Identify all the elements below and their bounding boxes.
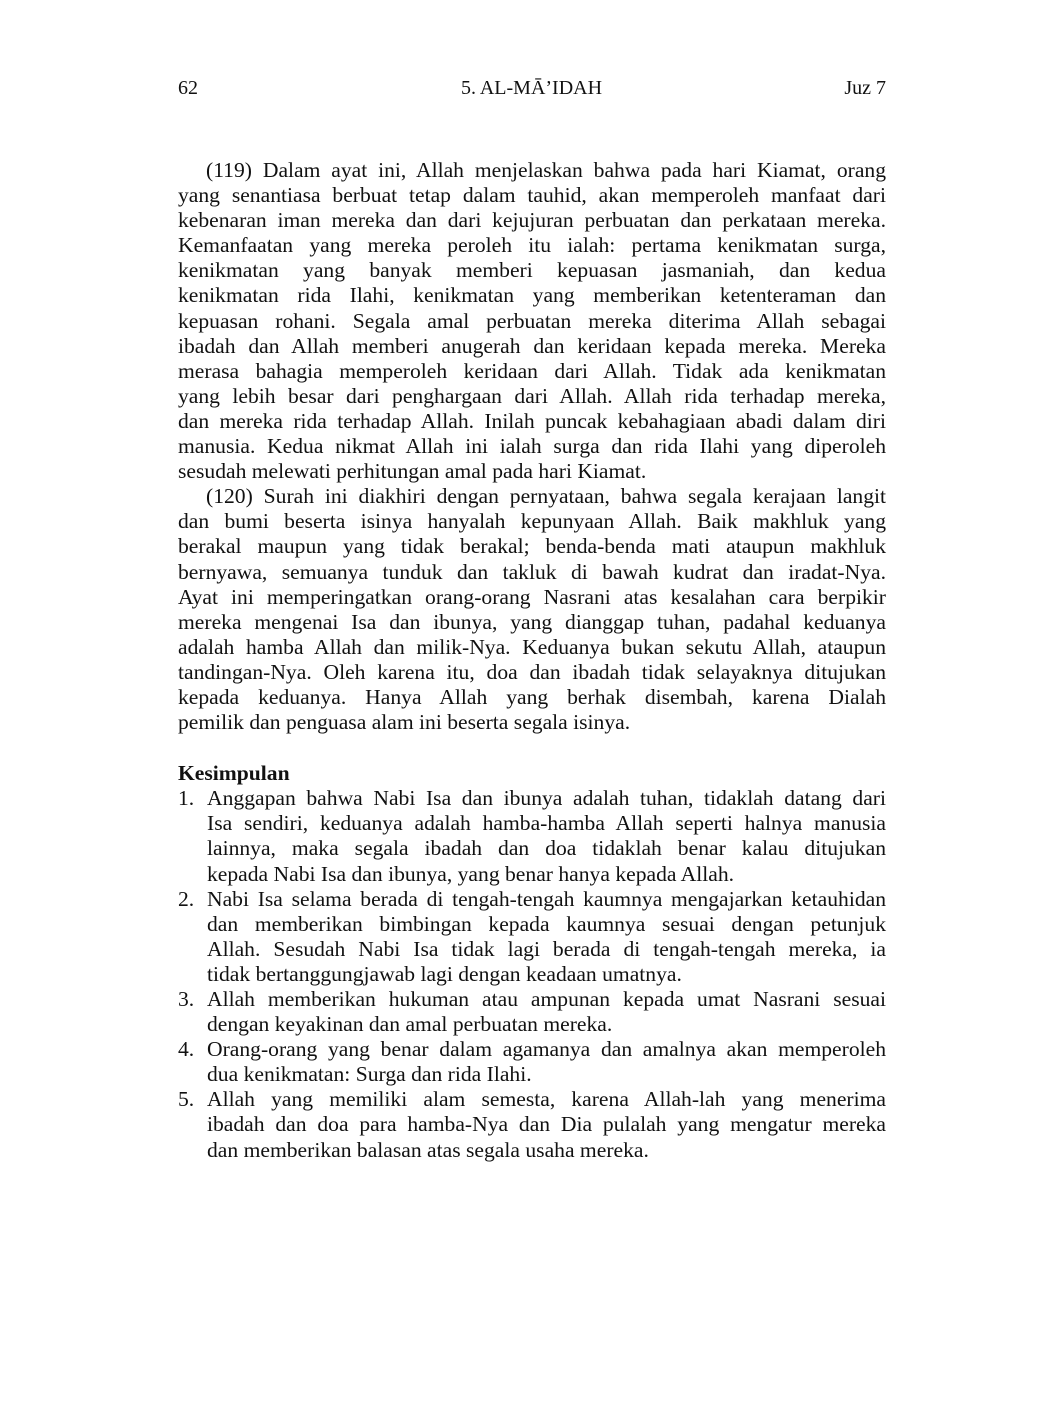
text-line: Anggapan bahwa Nabi Isa dan ibunya adalah tuhan, tidaklah datang dari xyxy=(207,786,886,811)
text-line: Isa sendiri, keduanya adalah hamba-hamba Allah seperti halnya manusia xyxy=(207,811,886,836)
list-item xyxy=(178,786,886,886)
text-line: Allah yang memiliki alam semesta, karena Allah-lah yang menerima xyxy=(207,1087,886,1112)
list-text xyxy=(207,987,886,1037)
text-line: tidak bertanggungjawab lagi dengan keadaan umatnya. xyxy=(207,961,682,986)
paragraph xyxy=(178,158,886,484)
list-text xyxy=(207,786,886,886)
paragraphs xyxy=(178,158,886,735)
text-line: dan memberikan bimbingan kepada kaumnya sesuai dengan petunjuk xyxy=(207,911,886,936)
text-line: pemilik dan penguasa alam ini beserta segala isinya. xyxy=(178,710,631,735)
list-number: 1. xyxy=(178,786,195,811)
list-item xyxy=(178,1087,886,1162)
text-line: dan bumi beserta isinya hanyalah kepunyaan Allah. Baik makhluk yang xyxy=(178,509,886,534)
page-number: 62 xyxy=(178,77,198,99)
list-text xyxy=(207,887,886,987)
text-line: Ayat ini memperingatkan orang-orang Nasrani atas kesalahan cara berpikir xyxy=(178,584,886,609)
list-number: 2. xyxy=(178,886,195,911)
text-line: ibadah dan doa para hamba-Nya dan Dia pulalah yang mengatur mereka xyxy=(207,1112,886,1137)
text-line: tandingan-Nya. Oleh karena itu, doa dan ibadah tidak selayaknya ditujukan xyxy=(178,659,886,684)
list-item xyxy=(178,1037,886,1087)
text-line: ibadah dan Allah memberi anugerah dan keridaan kepada mereka. Mereka xyxy=(178,333,886,358)
running-title: 5. AL-MĀ’IDAH xyxy=(460,77,603,99)
text-line: kepada keduanya. Hanya Allah yang berhak disembah, karena Dialah xyxy=(178,684,886,709)
text-line: Orang-orang yang benar dalam agamanya dan amalnya akan memperoleh xyxy=(207,1037,886,1062)
list-number: 4. xyxy=(178,1037,195,1062)
text-line: Allah memberikan hukuman atau ampunan kepada umat Nasrani sesuai xyxy=(207,987,886,1011)
juz-label: Juz 7 xyxy=(844,77,886,99)
text-line: merasa bahagia memperoleh keridaan dari Allah. Tidak ada kenikmatan xyxy=(178,358,886,383)
text-line: manusia. Kedua nikmat Allah ini ialah surga dan rida Ilahi yang diperoleh xyxy=(178,434,886,459)
list-text xyxy=(207,1087,886,1162)
text-line: dan mereka rida terhadap Allah. Inilah puncak kebahagiaan abadi dalam diri xyxy=(178,408,886,433)
text-line: kenikmatan yang banyak memberi kepuasan jasmaniah, dan kedua xyxy=(178,258,886,283)
text-line: Allah. Sesudah Nabi Isa tidak lagi berada di tengah-tengah mereka, ia xyxy=(207,936,886,961)
section-heading: Kesimpulan xyxy=(178,761,290,786)
text-line: mereka mengenai Isa dan ibunya, yang dianggap tuhan, padahal keduanya xyxy=(178,609,886,634)
text-line: kepada Nabi Isa dan ibunya, yang benar hanya kepada Allah. xyxy=(207,861,735,886)
text-line: kenikmatan rida Ilahi, kenikmatan yang memberikan ketenteraman dan xyxy=(178,283,886,308)
text-line: dua kenikmatan: Surga dan rida Ilahi. xyxy=(207,1062,532,1087)
text-line: dan memberikan balasan atas segala usaha mereka. xyxy=(207,1137,649,1162)
text-line: adalah hamba Allah dan milik-Nya. Keduanya bukan sekutu Allah, ataupun xyxy=(178,634,886,659)
text-line: Kemanfaatan yang mereka peroleh itu ialah: pertama kenikmatan surga, xyxy=(178,233,886,258)
text-line: Nabi Isa selama berada di tengah-tengah kaumnya mengajarkan ketauhidan xyxy=(207,886,886,911)
text-line: (120) Surah ini diakhiri dengan pernyataan, bahwa segala kerajaan langit xyxy=(206,484,886,509)
text-line: (119) Dalam ayat ini, Allah menjelaskan bahwa pada hari Kiamat, orang xyxy=(206,158,886,182)
text-line: bernyawa, semuanya tunduk dan takluk di bawah kudrat dan iradat-Nya. xyxy=(178,559,886,584)
page-body xyxy=(178,158,886,1163)
list-number: 3. xyxy=(178,987,195,1011)
text-line: yang lebih besar dari penghargaan dari Allah. Allah rida terhadap mereka, xyxy=(178,383,886,408)
text-line: berakal maupun yang tidak berakal; benda-benda mati ataupun makhluk xyxy=(178,534,886,559)
text-line: yang senantiasa berbuat tetap dalam tauhid, akan memperoleh manfaat dari xyxy=(178,183,886,208)
text-line: sesudah melewati perhitungan amal pada hari Kiamat. xyxy=(178,459,647,484)
list-number: 5. xyxy=(178,1087,195,1112)
text-line: kebenaran iman mereka dan dari kejujuran perbuatan dan perkataan mereka. xyxy=(178,208,886,233)
text-line: lainnya, maka segala ibadah dan doa tidaklah benar kalau ditujukan xyxy=(207,836,886,861)
text-line: dengan keyakinan dan amal perbuatan mereka. xyxy=(207,1012,613,1037)
list-item xyxy=(178,987,886,1037)
list-item xyxy=(178,887,886,987)
list-text xyxy=(207,1037,886,1087)
conclusion-list xyxy=(178,786,886,1162)
text-line: kepuasan rohani. Segala amal perbuatan mereka diterima Allah sebagai xyxy=(178,308,886,333)
paragraph xyxy=(178,484,886,735)
